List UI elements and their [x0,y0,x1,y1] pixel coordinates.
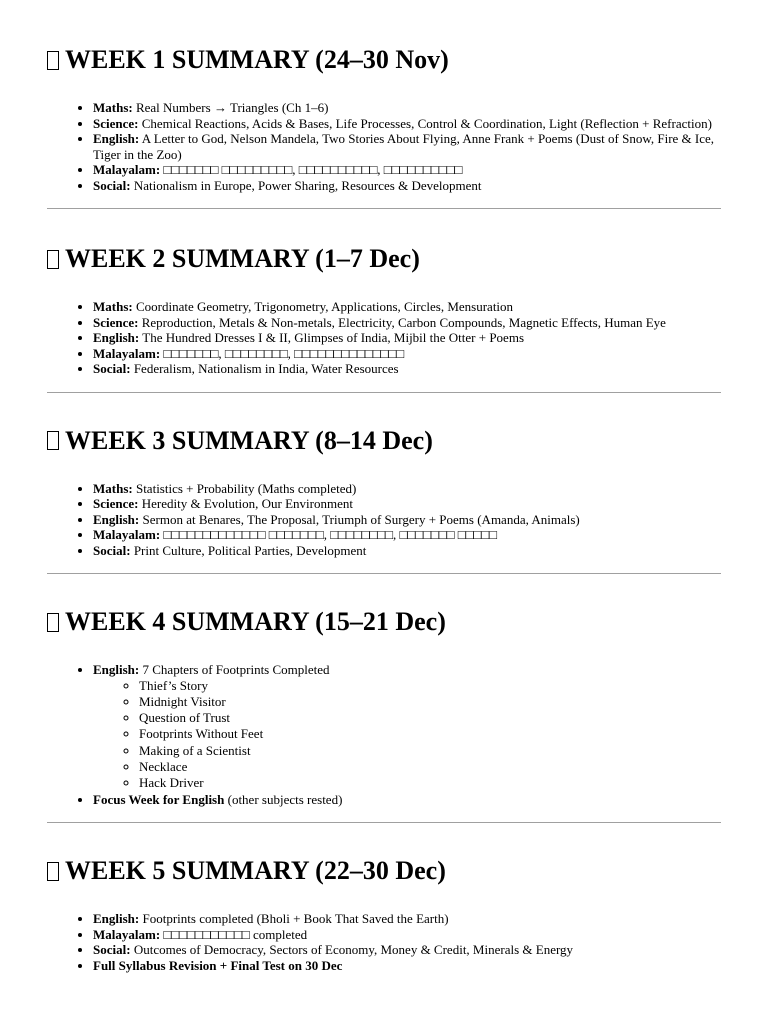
list-item: • English: Footprints completed (Bholi + Book That Saved the Earth) [93,911,721,927]
week-2-title: WEEK 2 SUMMARY (1–7 Dec) [65,244,420,273]
list-item: • Focus Week for English (other subjects rested) [93,792,721,808]
list-item: • English: The Hundred Dresses I & II, Glimpses of India, Mijbil the Otter + Poems [93,330,721,346]
chapter-item: ◦ Thief’s Story [139,678,721,694]
week-4-list [47,662,721,807]
week-2-list [47,299,721,377]
list-item: • English: A Letter to God, Nelson Mandela, Two Stories About Flying, Anne Frank + Poems (Dust of Snow, Fire & Ice, Tiger in the Zoo) [93,131,721,162]
week-3-list [47,481,721,559]
week-3-heading [47,423,721,459]
list-item: • Science: Chemical Reactions, Acids & Bases, Life Processes, Control & Coordination, Light (Reflection + Refraction) [93,116,721,132]
week-1-section [47,42,721,209]
week-4-title: WEEK 4 SUMMARY (15–21 Dec) [65,607,446,636]
week-4-heading [47,604,721,640]
divider [47,573,721,574]
list-item: • Malayalam: □□□□□□□, □□□□□□□□, □□□□□□□□□□□□□□ [93,346,721,362]
chapter-item: ◦ Footprints Without Feet [139,726,721,742]
list-item: • Maths: Coordinate Geometry, Trigonometry, Applications, Circles, Mensuration [93,299,721,315]
missing-glyph-icon [47,613,59,632]
week-4-section [47,604,721,823]
chapter-item: ◦ Making of a Scientist [139,743,721,759]
list-item: • Science: Reproduction, Metals & Non-metals, Electricity, Carbon Compounds, Magnetic Effects, Human Eye [93,315,721,331]
divider [47,822,721,823]
chapter-item: ◦ Necklace [139,759,721,775]
divider [47,208,721,209]
week-1-heading [47,42,721,78]
list-item: • English: 7 Chapters of Footprints Completed ◦ Thief’s Story ◦ Midnight Visitor ◦ Question of Trust ◦ Footprints Without Feet ◦ Making of a Scientist ◦ Necklace ◦ Hack Driver [93,662,721,792]
week-1-list [47,100,721,193]
week-2-heading [47,241,721,277]
list-item: • Science: Heredity & Evolution, Our Environment [93,496,721,512]
list-item: • Social: Outcomes of Democracy, Sectors of Economy, Money & Credit, Minerals & Energy [93,942,721,958]
list-item: • Maths: Statistics + Probability (Maths completed) [93,481,721,497]
missing-glyph-icon [47,431,59,450]
week-5-title: WEEK 5 SUMMARY (22–30 Dec) [65,856,446,886]
divider [47,392,721,393]
chapter-item: ◦ Question of Trust [139,710,721,726]
list-item: • Malayalam: □□□□□□□□□□□ completed [93,927,721,943]
list-item: • Full Syllabus Revision + Final Test on 30 Dec [93,958,721,974]
chapter-list [93,678,721,792]
week-5-list [47,911,721,973]
list-item: • Social: Print Culture, Political Parties, Development [93,543,721,559]
week-5-section [47,853,721,973]
list-item: • Social: Nationalism in Europe, Power Sharing, Resources & Development [93,178,721,194]
missing-glyph-icon [47,51,59,70]
chapter-item: ◦ Midnight Visitor [139,694,721,710]
list-item: • Malayalam: □□□□□□□ □□□□□□□□□, □□□□□□□□□□, □□□□□□□□□□ [93,162,721,178]
missing-glyph-icon [47,250,59,269]
list-item: • Maths: Real Numbers → Triangles (Ch 1–6) [93,100,721,116]
week-2-section [47,241,721,393]
week-3-section [47,423,721,575]
list-item: • Social: Federalism, Nationalism in India, Water Resources [93,361,721,377]
missing-glyph-icon [47,862,59,881]
week-5-heading [47,853,721,889]
list-item: • Malayalam: □□□□□□□□□□□□□ □□□□□□□, □□□□□□□□, □□□□□□□ □□□□□ [93,527,721,543]
week-1-title: WEEK 1 SUMMARY (24–30 Nov) [65,45,449,74]
chapter-item: ◦ Hack Driver [139,775,721,791]
list-item: • English: Sermon at Benares, The Proposal, Triumph of Surgery + Poems (Amanda, Animals) [93,512,721,528]
week-3-title: WEEK 3 SUMMARY (8–14 Dec) [65,425,433,455]
